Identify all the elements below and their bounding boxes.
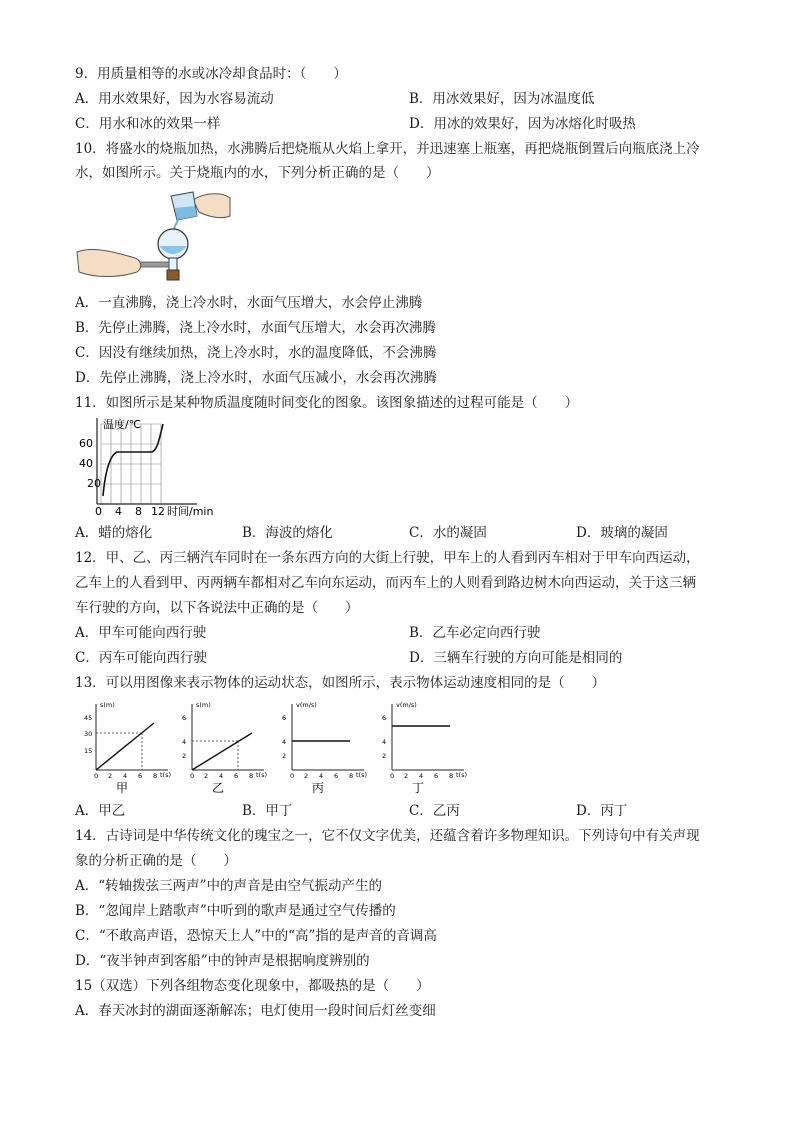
q12-option-a: A．甲车可能向西行驶: [75, 625, 207, 641]
q13-option-b: B．甲丁: [242, 803, 293, 819]
q14-stem-line2: 象的分析正确的是（ ）: [75, 853, 237, 869]
q13-option-a: A．甲乙: [75, 803, 126, 819]
q10-option-b: B．先停止沸腾，浇上冷水时，水面气压增大，水会再次沸腾: [75, 320, 436, 336]
q10-option-c: C．因没有继续加热，浇上冷水时，水的温度降低，不会沸腾: [75, 345, 437, 361]
svg-text:6: 6: [282, 714, 287, 722]
svg-text:4: 4: [382, 738, 387, 746]
svg-text:6: 6: [334, 772, 339, 780]
svg-text:4: 4: [219, 772, 224, 780]
svg-text:v(m/s): v(m/s): [396, 701, 417, 709]
q10-stem-line2: 水，如图所示。关于烧瓶内的水，下列分析正确的是（ ）: [75, 165, 440, 181]
q12-option-c: C．丙车可能向西行驶: [75, 650, 207, 666]
q14-option-c: C．“不敢高声语，恐惊天上人”中的“高”指的是声音的音调高: [75, 928, 437, 944]
svg-text:6: 6: [382, 714, 387, 722]
svg-text:15: 15: [84, 747, 93, 755]
svg-text:v(m/s): v(m/s): [296, 701, 317, 709]
q13-stem: 13．可以用图像来表示物体的运动状态，如图所示，表示物体运动速度相同的是（ ）: [75, 675, 606, 691]
q14-stem-line1: 14．古诗词是中华传统文化的瑰宝之一，它不仅文字优美，还蕴含着许多物理知识。下列诗句中有关声现: [75, 828, 700, 844]
caption-yi: 乙: [212, 781, 225, 795]
q14-option-d: D．“夜半钟声到客船”中的钟声是根据响度辨别的: [75, 953, 370, 969]
q9-stem: 9．用质量相等的水或冰冷却食品时：（ ）: [75, 66, 347, 82]
q11-option-a: A．蜡的熔化: [75, 525, 153, 541]
svg-text:45: 45: [84, 714, 93, 722]
xtick-12: 12: [151, 505, 165, 516]
svg-text:4: 4: [182, 738, 187, 746]
xtick-8: 8: [135, 505, 142, 516]
svg-text:s(m): s(m): [196, 701, 211, 709]
q13-option-d: D．丙丁: [576, 803, 628, 819]
q11-option-b: B．海波的熔化: [242, 525, 333, 541]
q15-stem: 15（双选）下列各组物态变化现象中，都吸热的是（ ）: [75, 978, 430, 994]
motion-graphs: [78, 698, 518, 796]
q9-option-b: B．用冰效果好，因为冰温度低: [409, 91, 595, 107]
svg-text:2: 2: [282, 752, 287, 760]
svg-text:t(s): t(s): [456, 771, 468, 779]
q14-option-a: A．“转轴拨弦三两声”中的声音是由空气振动产生的: [75, 878, 383, 894]
q12-option-b: B．乙车必定向西行驶: [409, 625, 541, 641]
svg-text:8: 8: [153, 772, 158, 780]
svg-text:2: 2: [382, 752, 387, 760]
svg-text:4: 4: [319, 772, 324, 780]
svg-text:6: 6: [234, 772, 239, 780]
flask-icon: [158, 229, 188, 280]
svg-text:2: 2: [304, 772, 309, 780]
graph-xlabel: 时间/min: [167, 505, 214, 516]
svg-text:t(s): t(s): [256, 771, 268, 779]
ytick-60: 60: [79, 437, 93, 450]
q14-option-b: B．“忽闻岸上踏歌声”中听到的歌声是通过空气传播的: [75, 903, 396, 919]
temperature-time-graph: [75, 416, 225, 516]
graph-ylabel: 温度/℃: [103, 418, 142, 431]
q10-stem-line1: 10．将盛水的烧瓶加热，水沸腾后把烧瓶从火焰上拿开，并迅速塞上瓶塞，再把烧瓶倒置后向瓶底浇上冷: [75, 141, 700, 157]
q10-option-d: D．先停止沸腾，浇上冷水时，水面气压减小，水会再次沸腾: [75, 370, 437, 386]
svg-text:6: 6: [138, 772, 143, 780]
q11-option-c: C．水的凝固: [409, 525, 487, 541]
q12-option-d: D．三辆车行驶的方向可能是相同的: [409, 650, 623, 666]
svg-text:6: 6: [182, 714, 187, 722]
svg-text:8: 8: [249, 772, 254, 780]
xtick-0: 0: [95, 505, 102, 516]
graph-jia: [84, 701, 171, 795]
beaker-icon: [171, 192, 197, 220]
q9-option-c: C．用水和冰的效果一样: [75, 116, 221, 132]
q12-stem-line1: 12．甲、乙、丙三辆汽车同时在一条东西方向的大街上行驶，甲车上的人看到丙车相对于甲车向西运动，: [75, 550, 700, 566]
svg-text:4: 4: [123, 772, 128, 780]
q10-option-a: A．一直沸腾，浇上冷水时，水面气压增大，水会停止沸腾: [75, 295, 423, 311]
svg-text:0: 0: [190, 772, 195, 780]
svg-text:6: 6: [434, 772, 439, 780]
svg-text:t(s): t(s): [356, 771, 368, 779]
q11-option-d: D．玻璃的凝固: [576, 525, 668, 541]
xtick-4: 4: [115, 505, 122, 516]
graph-ding: [382, 701, 467, 795]
q12-stem-line2: 乙车上的人看到甲、丙两辆车都相对乙车向东运动，而丙车上的人则看到路边树木向西运动，关于这三辆: [75, 575, 696, 591]
svg-text:t(s): t(s): [160, 771, 172, 779]
svg-text:2: 2: [404, 772, 409, 780]
svg-text:0: 0: [390, 772, 395, 780]
caption-jia: 甲: [116, 781, 129, 795]
q9-option-a: A．用水效果好，因为水容易流动: [75, 91, 274, 107]
svg-text:4: 4: [282, 738, 287, 746]
ytick-20: 20: [87, 477, 101, 490]
svg-text:4: 4: [419, 772, 424, 780]
svg-text:8: 8: [349, 772, 354, 780]
svg-text:2: 2: [204, 772, 209, 780]
svg-text:0: 0: [94, 772, 99, 780]
graph-yi: [182, 701, 267, 795]
svg-text:2: 2: [108, 772, 113, 780]
q11-stem: 11．如图所示是某种物质温度随时间变化的图象。该图象描述的过程可能是（ ）: [75, 395, 579, 411]
graph-bing: [282, 701, 367, 795]
q12-stem-line3: 车行驶的方向，以下各说法中正确的是（ ）: [75, 600, 359, 616]
temperature-curve: [103, 424, 163, 496]
q9-option-d: D．用冰的效果好，因为冰熔化时吸热: [409, 116, 636, 132]
flask-illustration: [75, 186, 235, 286]
ytick-40: 40: [79, 457, 93, 470]
svg-text:30: 30: [84, 730, 93, 738]
caption-bing: 丙: [312, 781, 325, 795]
svg-text:8: 8: [449, 772, 454, 780]
svg-text:0: 0: [290, 772, 295, 780]
svg-text:2: 2: [182, 752, 187, 760]
q15-option-a: A．春天冰封的湖面逐渐解冻；电灯使用一段时间后灯丝变细: [75, 1003, 436, 1019]
svg-text:s(m): s(m): [100, 701, 115, 709]
q13-option-c: C．乙丙: [409, 803, 460, 819]
caption-ding: 丁: [412, 781, 425, 795]
